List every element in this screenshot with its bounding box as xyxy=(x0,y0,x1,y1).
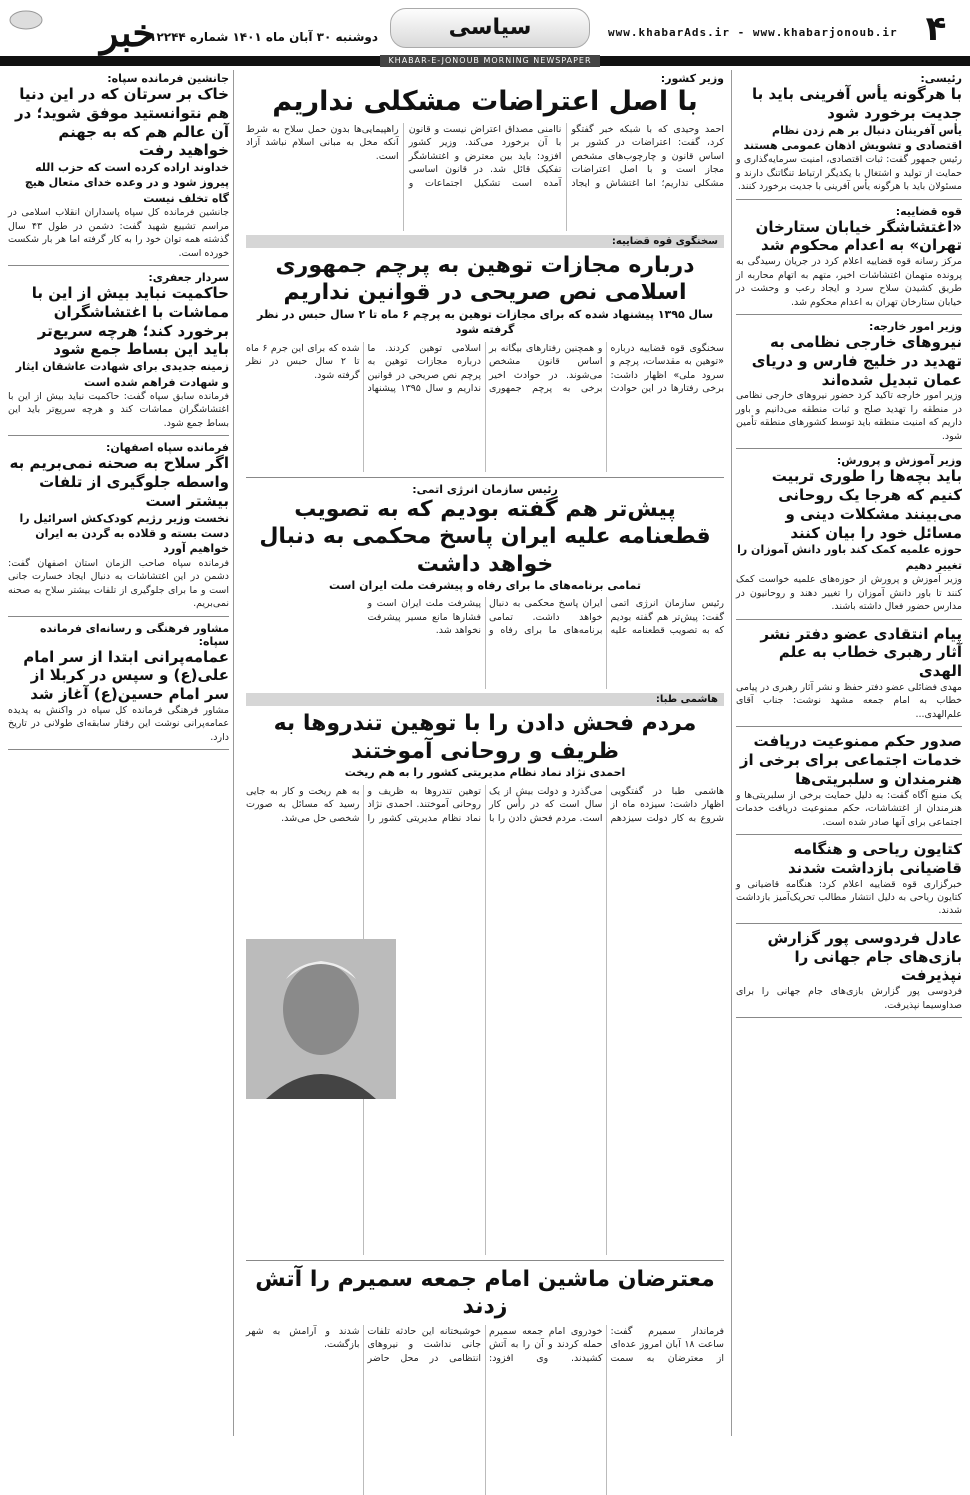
divider xyxy=(736,314,962,315)
article-headline[interactable]: اگر سلاح به صحنه نمی‌بریم به واسطه جلوگیری از تلفات بیشتر است xyxy=(9,454,229,510)
right_col-article xyxy=(736,929,962,1012)
article-body: مرکز رسانه قوه قضاییه اعلام کرد در جریان رسیدگی به پرونده متهمان اغتشاشات اخیر، متهم به اتهام محاربه از طریق کشیدن سلاح سرد و ایجاد رعب و وحشت در خیابان ستارخان تهران به اعدام محکوم شد. xyxy=(736,256,962,308)
masthead xyxy=(0,0,970,65)
logo-text: خبر xyxy=(100,10,156,55)
divider xyxy=(8,749,229,750)
article-body: وزیر امور خارجه تاکید کرد حضور نیروهای خارجی نظامی در منطقه را تهدید صلح و ثبات منطقه می‌دانیم و باور داریم که امنیت منطقه باید توسط کشورهای منطقه تأمین شود. xyxy=(736,390,962,442)
article-kicker: قوه قضاییه: xyxy=(895,204,962,218)
right_col-article xyxy=(736,454,962,613)
article-headline[interactable]: پیام انتقادی عضو دفتر نشر آثار رهبری خطاب به علم الهدی xyxy=(760,624,962,681)
second-sub: سال ۱۳۹۵ پیشنهاد شده که برای مجازات توهین به پرچم ۶ ماه تا ۲ سال حبس در نظر گرفته شود xyxy=(256,307,714,337)
article-subheadline: نخست وزیر رژیم کودک‌کش اسرائیل را دست بسته و قلاده به گردن به ایران خواهیم آورد xyxy=(19,511,229,556)
right_col-article xyxy=(736,320,962,443)
divider xyxy=(246,1260,724,1261)
article-headline[interactable]: نیروهای خارجی نظامی به تهدید در خلیج فارس و دریای عمان تبدیل شده‌اند xyxy=(751,333,962,389)
lead-headline[interactable]: با اصل اعتراضات مشکلی نداریم xyxy=(272,86,698,117)
article-headline[interactable]: کتایون ریاحی و هنگامه قاضیانی بازداشت شدند xyxy=(787,840,962,877)
article-headline[interactable]: عمامه‌پرانی ابتدا از سر امام علی(ع) و سپس در کربلا از سر امام حسین(ع) آغاز شد xyxy=(23,647,229,704)
third-body: رئیس سازمان انرژی اتمی گفت: پیش‌تر هم گفته بودیم که به تصویب قطعنامه علیه ایران پاسخ محکمی به دنبال خواهد داشت. تمامی برنامه‌های ما برای رفاه و پیشرفت ملت ایران است و فشارها مانع مسیر پیشرفت نخواهد شد. xyxy=(367,598,724,637)
third-article xyxy=(246,483,724,690)
fifth-article xyxy=(246,1266,724,1495)
article-kicker: مشاور فرهنگی و رسانه‌ای فرمانده سپاه: xyxy=(39,621,229,648)
article-body: فردوسی پور گزارش بازی‌های جام جهانی را برای صداوسیما نپذیرفت. xyxy=(736,986,962,1011)
article-body: جانشین فرمانده کل سپاه پاسداران انقلاب اسلامی در مراسم تشییع شهید گفت: دشمن در طول ۴۳ سال گذشته همه توان خود را به کار گرفته اما هر بار شکست خورده است. xyxy=(8,207,230,259)
divider xyxy=(246,477,724,478)
second-article xyxy=(246,252,724,472)
fourth-headline[interactable]: مردم فحش دادن را با توهین تندروها به ظریف و روحانی آموختند xyxy=(273,711,697,764)
article-body: فرمانده سابق سپاه گفت: حاکمیت نباید بیش از این با اغتشاشگران مماشات کند و هرچه سریع‌تر باید این بساط جمع شود. xyxy=(8,390,229,429)
section-title: سیاسی xyxy=(390,8,590,48)
article-subheadline: زمینه جدیدی برای شهادت عاشقان ایثار و شهادت فراهم شده است xyxy=(15,360,229,389)
third-headline[interactable]: پیش‌تر هم گفته بودیم که به تصویب قطعنامه علیه ایران پاسخ محکمی به دنبال خواهد داشت xyxy=(259,496,711,577)
article-subheadline: یأس آفرینان دنبال بر هم زدن نظام اقتصادی و تشویش اذهان عمومی هستند xyxy=(743,123,962,152)
divider xyxy=(8,435,229,436)
divider xyxy=(736,1017,962,1018)
article-headline[interactable]: صدور حکم ممنوعیت دریافت خدمات اجتماعی برای برخی از هنرمندان و سلبریتی‌ها xyxy=(739,732,962,788)
fifth-body: فرماندار سمیرم گفت: ساعت ۱۸ آبان امروز عده‌ای از معترضان به سمت خودروی امام جمعه سمیرم حمله کردند و آن را به آتش کشیدند. وی افزود: خوشبختانه این حادثه تلفات جانی نداشت و نیروهای انتظامی در محل حاضر شدند و آرامش به شهر بازگشت. xyxy=(246,1325,724,1364)
article-headline[interactable]: عادل فردوسی پور گزارش بازی‌های جام جهانی را نپذیرفت xyxy=(767,928,962,985)
right_col-article xyxy=(736,205,962,309)
fourth-body: هاشمی طبا در گفتگویی اظهار داشت: سیزده ماه از شروع به کار دولت سیزدهم می‌گذرد و دولت بیش از یک سال است که در رأس کار است. مردم فحش دادن را با توهین تندروها به ظریف و روحانی آموختند. احمدی نژاد نماد نظام مدیریتی کشور را به هم ریخت و کار به جایی رسید که مسائل به صورت شخصی حل می‌شد. xyxy=(246,785,724,824)
left-column xyxy=(4,70,234,1436)
article-body: فرمانده سپاه صاحب الزمان استان اصفهان گفت: دشمن در این اغتشاشات به دنبال ایجاد خسارت جانی است و ما برای جلوگیری از تلفات بیشتر سلاح به صحنه نمی‌بریم. xyxy=(8,557,229,610)
second-body: سخنگوی قوه قضاییه درباره «توهین به مقدسات، پرچم و سرود ملی» اظهار داشت: برخی رفتارها در این حوادث و همچنین رفتارهای بیگانه بر اساس قانون مشخص می‌شوند. در حوادث اخیر برخی به پرچم جمهوری اسلامی توهین کردند. ما درباره مجازات توهین به پرچم نص صریحی در قوانین نداریم و سال ۱۳۹۵ پیشنهاد شده که برای این جرم ۶ ماه تا ۲ سال حبس در نظر گرفته شود. xyxy=(246,342,724,394)
article-subheadline: خداوند اراده کرده است که حزب الله پیروز شود و در وعده خدای متعال هیچ گاه تخلف نیست xyxy=(24,161,229,205)
article-headline[interactable]: حاکمیت نباید بیش از این با مماشات با اغتشاشگران برخورد کند؛ هرچه سریع‌تر باید این بساط جمع شود xyxy=(31,284,229,359)
right_col-article xyxy=(736,840,962,918)
right_col-article xyxy=(736,625,962,722)
left_col-article xyxy=(8,271,229,430)
article-subheadline: حوزه علمیه کمک کند باور دانش آموزان را تغییر دهیم xyxy=(737,543,962,572)
website-address[interactable]: www.khabarAds.ir - www.khabarjonoub.ir xyxy=(608,26,898,39)
fourth-label: هاشمی طبا: xyxy=(246,693,724,706)
page-number: ۴ xyxy=(925,9,947,49)
article-body: وزیر آموزش و پرورش از حوزه‌های علمیه خواست کمک کنند تا باور دانش آموزان را تغییر دهند و روحانیون در مدارس حضور فعال داشته باشند. xyxy=(736,574,962,613)
divider xyxy=(736,448,962,449)
left_col-article xyxy=(8,441,229,610)
left_col-article xyxy=(8,72,229,260)
right_col-article xyxy=(736,72,962,194)
article-headline[interactable]: باید بچه‌ها را طوری تربیت کنیم که هرجا یک روحانی می‌بینند مشکلات دینی و مسائل خود را بیان کنند xyxy=(771,467,962,542)
english-title: KHABAR-E-JONOUB MORNING NEWSPAPER xyxy=(380,55,600,67)
newspaper-logo xyxy=(6,6,156,55)
divider xyxy=(736,834,962,835)
fourth-sub: احمدی نژاد نماد نظام مدیریتی کشور را به هم ریخت xyxy=(344,766,626,780)
article-kicker: وزیر آموزش و پرورش: xyxy=(836,454,962,468)
fourth-article xyxy=(246,710,724,1254)
article-headline[interactable]: با هرگونه یأس آفرینی باید با جدیت برخورد شود xyxy=(752,85,962,122)
article-body: رئیس جمهور گفت: ثبات اقتصادی، امنیت سرمایه‌گذاری و حمایت از تولید و اشتغال با یکدیگر ارتباط تنگاتنگ دارند و مسئولان باید با هرگونه یأس آفرینی با جدیت برخورد کنند. xyxy=(736,154,962,193)
article-headline[interactable]: «اغتشاشگر خیابان ستارخان تهران» به اعدام محکوم شد xyxy=(755,217,962,255)
article-kicker: رئیسی: xyxy=(920,72,962,85)
lead-kicker: وزیر کشور: xyxy=(660,72,724,85)
divider xyxy=(736,726,962,727)
divider xyxy=(8,616,229,617)
second-headline[interactable]: درباره مجازات توهین به پرچم جمهوری اسلامی نص صریحی در قوانین نداریم xyxy=(275,252,695,306)
article-body: مهدی فضائلی عضو دفتر حفظ و نشر آثار رهبری در پیامی خطاب به امام جمعه مشهد نوشت: جناب آقای علم‌الهدی... xyxy=(736,681,962,720)
second-label: سخنگوی قوه قضاییه: xyxy=(246,235,724,248)
article-kicker: فرمانده سپاه اصفهان: xyxy=(105,441,229,455)
portrait-photo xyxy=(246,939,396,1099)
divider xyxy=(736,199,962,200)
fifth-headline[interactable]: معترضان ماشین امام جمعه سمیرم را آتش زدند xyxy=(255,1266,715,1320)
fourth-body-wrap xyxy=(246,785,724,1255)
third-kicker: رئیس سازمان انرژی اتمی: xyxy=(412,482,558,496)
article-headline[interactable]: خاک بر سرتان که در این دنیا هم نتوانستید موفق شوید؛ در آن عالم هم که به جهنم خواهید رفت xyxy=(15,85,229,160)
article-body: مشاور فرهنگی فرمانده کل سپاه در واکنش به پدیده عمامه‌پرانی نوشت این رفتار سابقه‌ای طولانی در تاریخ دارد. xyxy=(8,704,229,743)
divider xyxy=(8,265,229,266)
article-kicker: سردار جعفری: xyxy=(148,271,229,285)
right-column xyxy=(731,70,966,1436)
left_col-article xyxy=(8,622,229,745)
divider xyxy=(736,619,962,620)
lead-body: احمد وحیدی که با شبکه خبر گفتگو کرد، گفت: اعتراضات در کشور بر اساس قانون و چارچوب‌های مشخص مجاز است و با اصل اعتراضات مشکلی نداریم؛ اما اغتشاش و ایجاد ناامنی مصداق اعتراض نیست و قانون با آن برخورد می‌کند. وزیر کشور افزود: باید بین معترض و اغتشاشگر تفکیک قائل شد. در قانون اساسی آمده است تشکیل اجتماعات و راهپیمایی‌ها بدون حمل سلاح به شرط آنکه مخل به مبانی اسلام نباشد آزاد است. xyxy=(246,123,724,189)
article-kicker: جانشین فرمانده سپاه: xyxy=(107,72,229,85)
article-body: یک منبع آگاه گفت: به دلیل حمایت برخی از سلبریتی‌ها و هنرمندان از اغتشاشات، حکم ممنوعیت دریافت خدمات اجتماعی برای آنها صادر شده است. xyxy=(736,789,962,828)
lead-article xyxy=(246,72,724,231)
article-kicker: وزیر امور خارجه: xyxy=(868,320,962,334)
right_col-article xyxy=(736,732,962,829)
article-body: خبرگزاری قوه قضاییه اعلام کرد: هنگامه قاضیانی و کتایون ریاحی به دلیل انتشار مطالب تحریک‌آمیز بازداشت شدند. xyxy=(736,878,962,917)
third-sub: تمامی برنامه‌های ما برای رفاه و پیشرفت ملت ایران است xyxy=(329,579,641,593)
middle-column xyxy=(240,70,730,1436)
divider xyxy=(736,923,962,924)
date-line: دوشنبه ۳۰ آبان ماه ۱۴۰۱ شماره ۱۲۲۴۴ xyxy=(149,30,378,44)
